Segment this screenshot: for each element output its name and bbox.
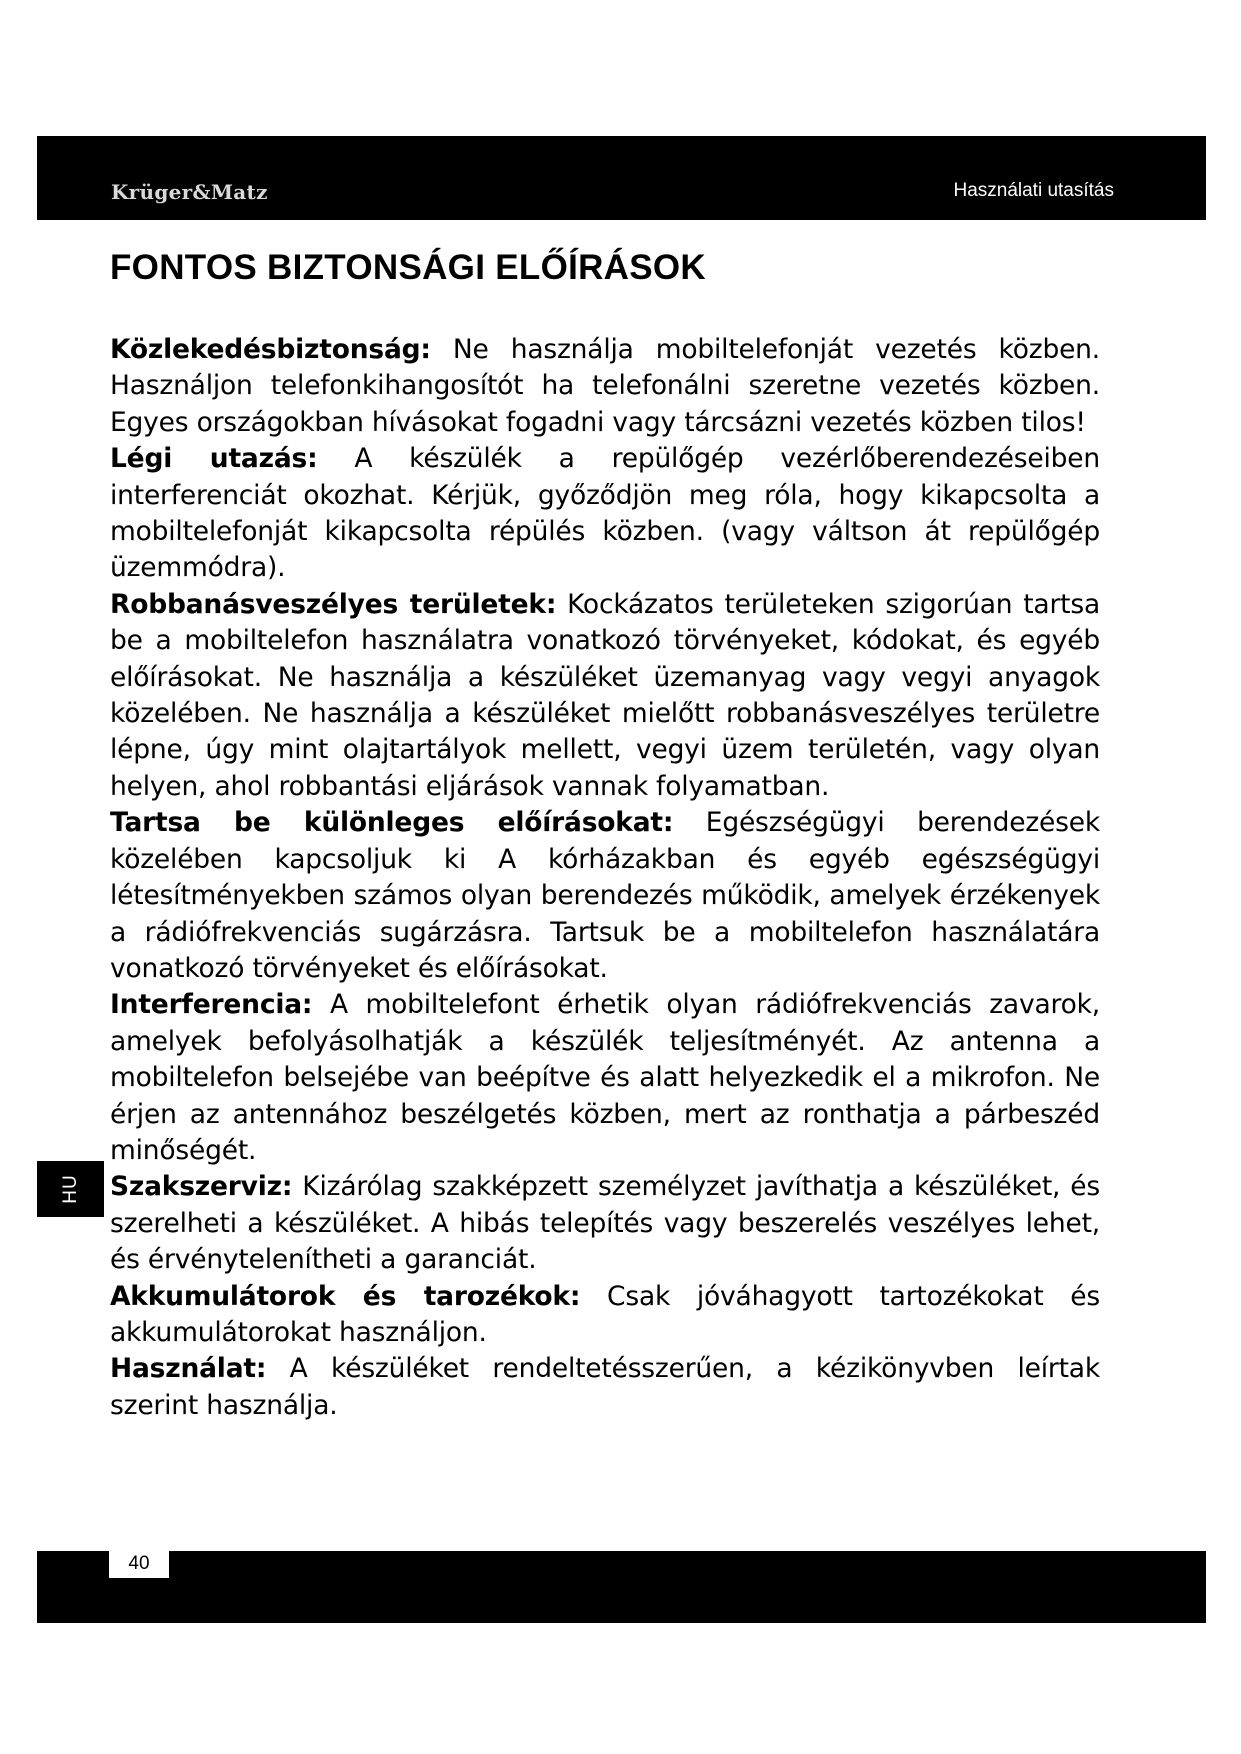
section-service — [110, 1169, 1100, 1278]
language-tab — [37, 1161, 104, 1217]
document-type-label: Használati utasítás — [953, 180, 1114, 201]
section-text: Kockázatos területeken szigorúan tartsa be a mobiltelefon használatra vonatkozó törvényeket, kódokat, és egyéb előírásokat. Ne használja a készüléket üzemanyag vagy vegyi anyagok közelében. Ne használja a készüléket mielőtt robbanásveszélyes területre lépne, úgy mint olajtartályok mellett, vegyi üzem területén, vagy olyan helyen, ahol robbantási eljárások vannak folyamatban. — [110, 588, 1100, 802]
section-heading: Használat: — [110, 1353, 267, 1385]
page-title: FONTOS BIZTONSÁGI ELŐÍRÁSOK — [110, 248, 707, 287]
safety-instructions — [110, 332, 1100, 1424]
section-text: Csak jóváhagyott tartozékokat és akkumulátorokat használjon. — [110, 1280, 1100, 1348]
section-traffic-safety — [110, 332, 1100, 441]
section-batteries-accessories — [110, 1279, 1100, 1352]
brand-logo: Krüger&Matz — [111, 180, 268, 204]
section-special-rules — [110, 805, 1100, 987]
language-label: HU — [59, 1174, 81, 1204]
footer-bar — [37, 1551, 1206, 1623]
section-heading: Közlekedésbiztonság: — [110, 334, 431, 365]
page-number-box — [109, 1551, 169, 1578]
section-heading: Robbanásveszélyes területek: — [110, 588, 557, 620]
section-text: A készüléket rendeltetésszerűen, a kézikönyvben leírtak szerint használja. — [110, 1353, 1100, 1421]
section-text: A mobiltelefont érhetik olyan rádiófrekvenciás zavarok, amelyek befolyásolhatják a készülék teljesítményét. Az antenna a mobiltelefon belsejébe van beépítve és alatt helyezkedik el a mikrofon. Ne érjen az antennához beszélgetés közben, mert az ronthatja a párbeszéd minőségét. — [110, 989, 1100, 1166]
section-heading: Tartsa be különleges előírásokat: — [110, 807, 674, 839]
section-text: Ne használja mobiltelefonját vezetés közben. Használjon telefonkihangosítót ha telefonálni szeretne vezetés közben. Egyes országokban hívásokat fogadni vagy tárcsázni vezetés közben tilos! — [110, 334, 1100, 438]
section-usage — [110, 1351, 1100, 1424]
section-heading: Akkumulátorok és tarozékok: — [110, 1280, 581, 1312]
section-text: Egészségügyi berendezések közelében kapcsoljuk ki A kórházakban és egyéb egészségügyi létesítményekben számos olyan berendezés működik, amelyek érzékenyek a rádiófrekvenciás sugárzásra. Tartsuk be a mobiltelefon használatára vonatkozó törvényeket és előírásokat. — [110, 807, 1100, 984]
section-heading: Légi utazás: — [110, 443, 318, 475]
section-air-travel — [110, 441, 1100, 587]
section-text: Kizárólag szakképzett személyzet javíthatja a készüléket, és szerelheti a készüléket. A hibás telepítés vagy beszerelés veszélyes lehet, és érvénytelenítheti a garanciát. — [110, 1171, 1100, 1276]
section-explosive-areas — [110, 587, 1100, 805]
header-bar — [37, 136, 1206, 220]
page-number: 40 — [128, 1553, 150, 1574]
section-heading: Interferencia: — [110, 989, 313, 1021]
section-heading: Szakszerviz: — [110, 1171, 293, 1203]
section-text: A készülék a repülőgép vezérlőberendezéseiben interferenciát okozhat. Kérjük, győződjön meg róla, hogy kikapcsolta a mobiltelefonját kikapcsolta répülés közben. (vagy váltson át repülőgép üzemmódra). — [110, 443, 1100, 584]
section-interference — [110, 987, 1100, 1169]
